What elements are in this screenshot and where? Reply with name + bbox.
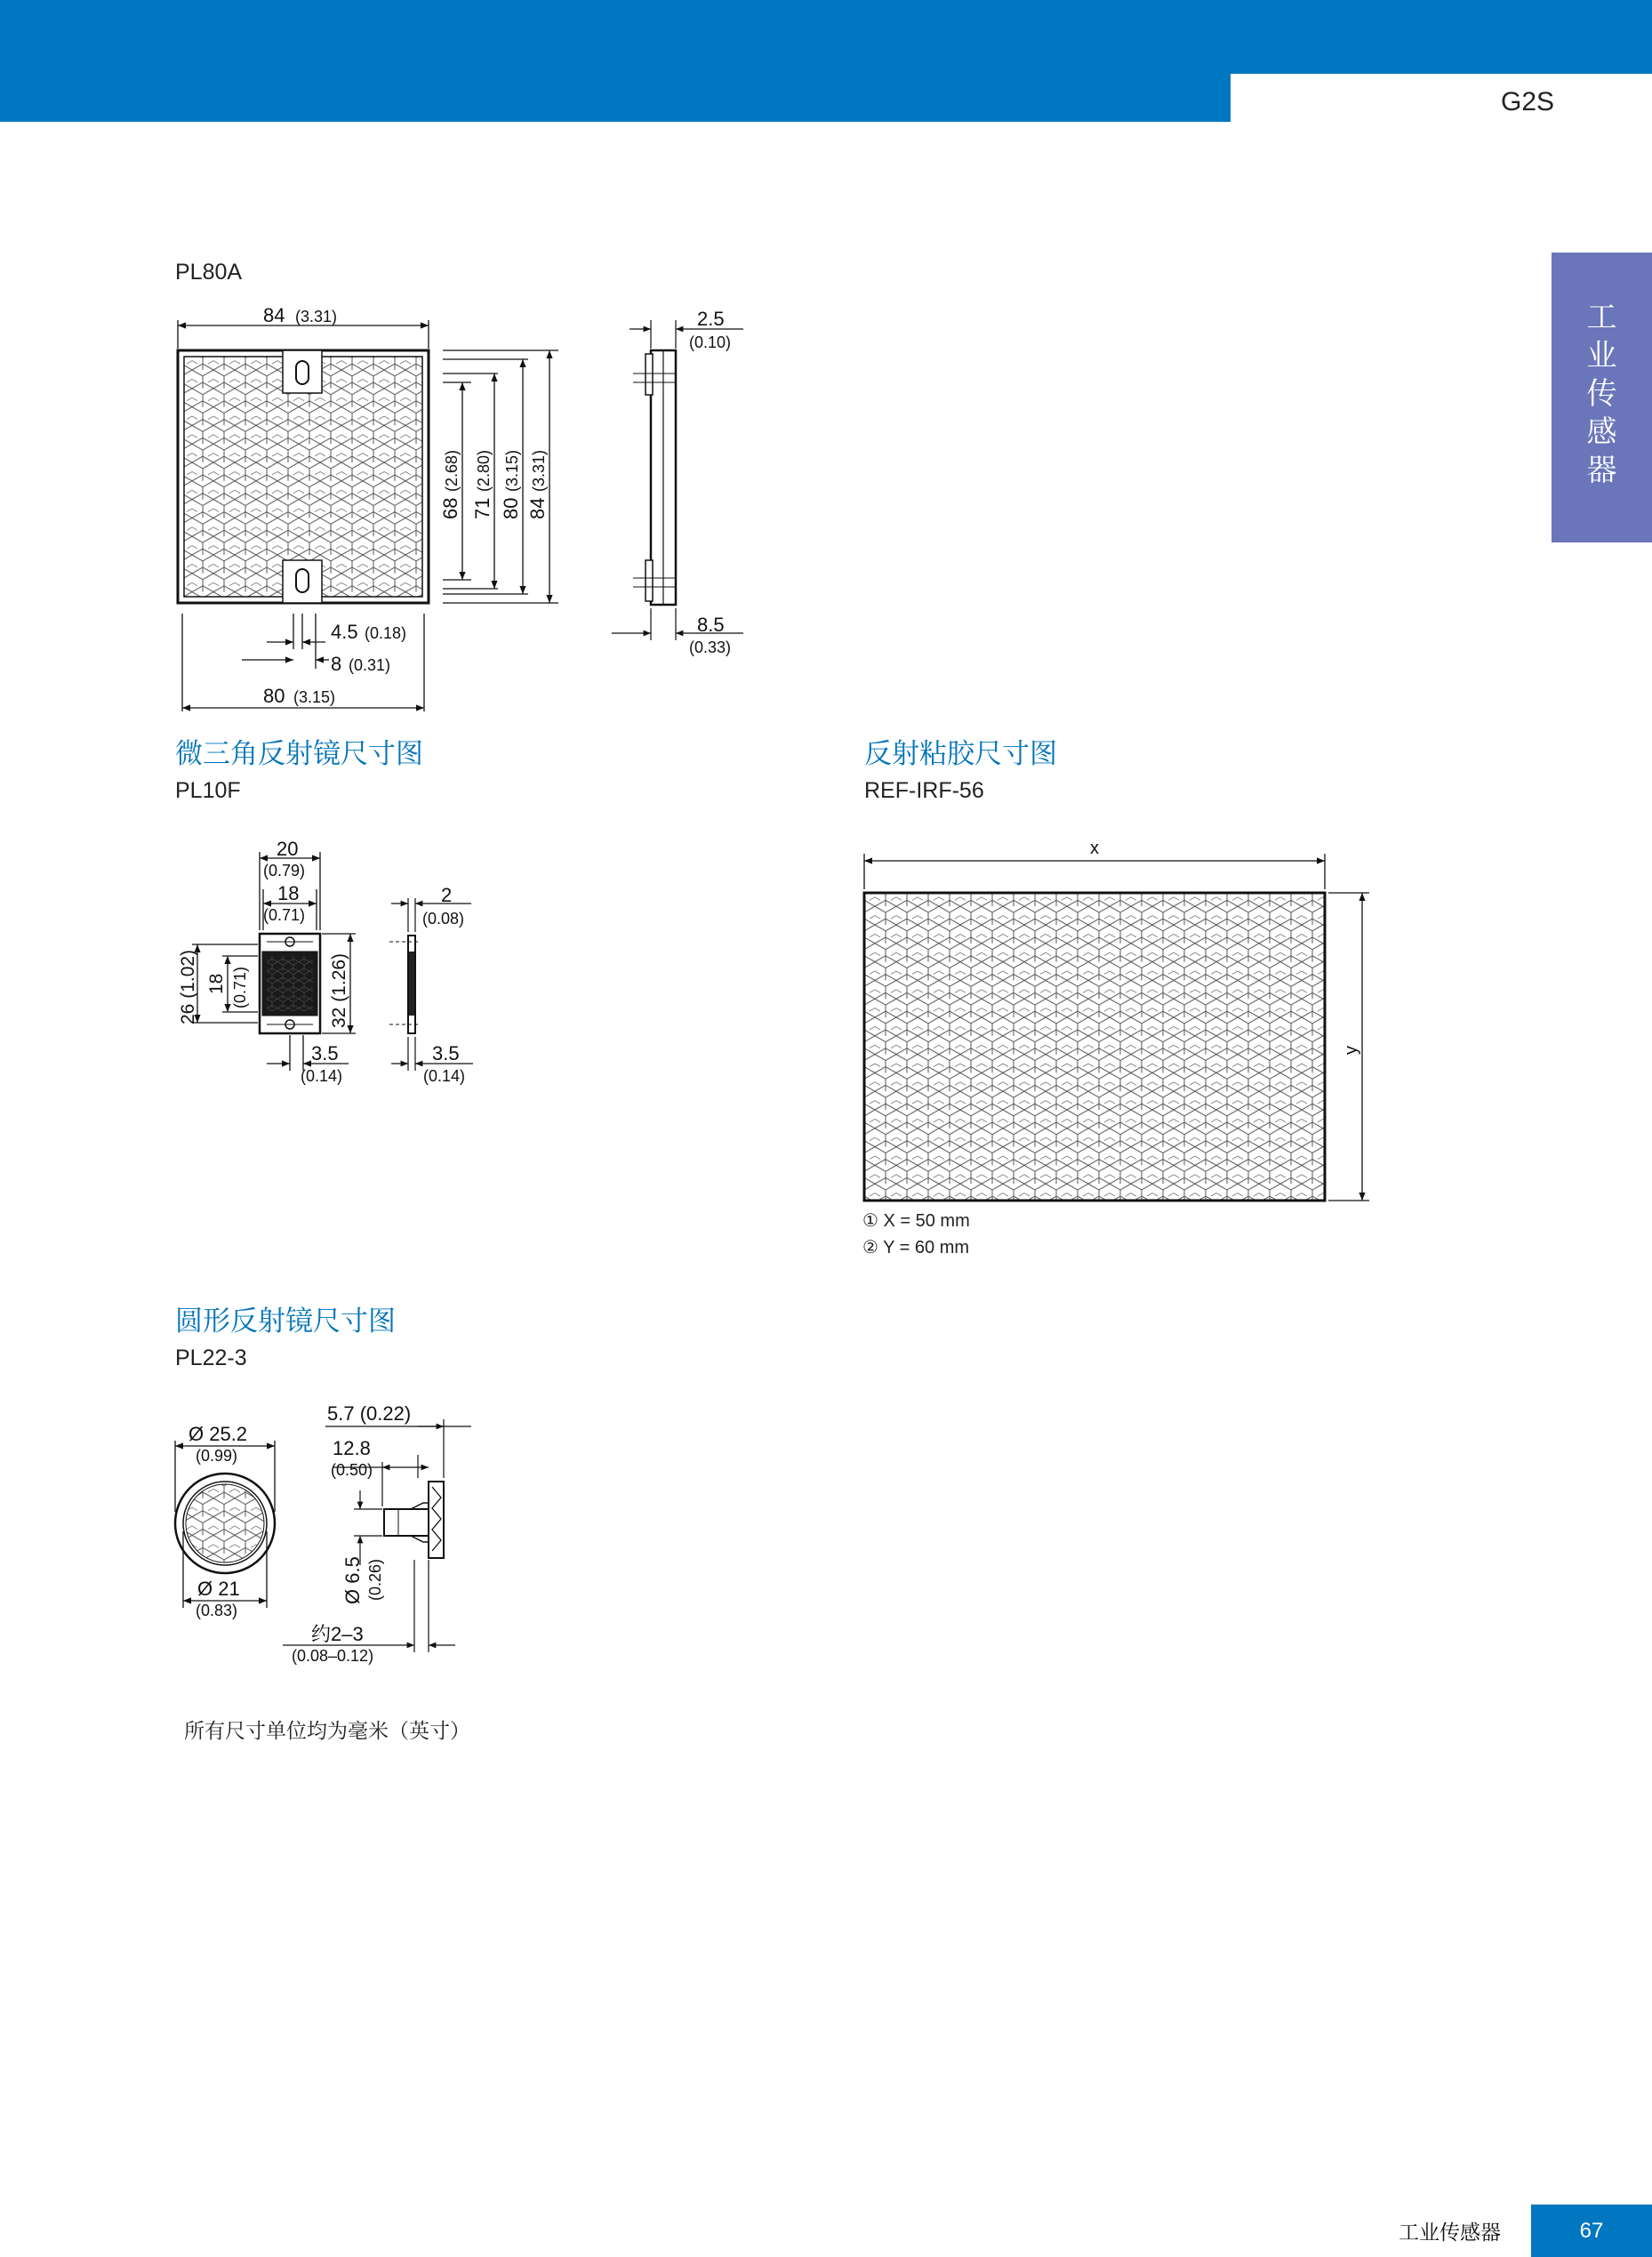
side-tab-char: 工 — [1586, 301, 1617, 334]
dim-text: (2.68) — [443, 449, 461, 492]
dim-text: Ø 21 — [197, 1578, 240, 1600]
dim-text: 18 — [206, 973, 227, 994]
dim-text: (0.50) — [331, 1461, 373, 1479]
dim-text: (0.08–0.12) — [292, 1647, 374, 1665]
dim-text: 71 — [471, 497, 493, 519]
dim-text: 68 — [439, 497, 461, 519]
pl80a-side-view — [612, 320, 743, 640]
dim-text: (0.83) — [196, 1602, 238, 1619]
dim-text: Ø 25.2 — [188, 1423, 248, 1445]
dim-text: (0.99) — [196, 1447, 238, 1465]
dim-text: (3.15) — [503, 449, 521, 492]
dim-text: 约2–3 — [311, 1623, 364, 1645]
pl10f-front-view — [260, 934, 320, 1033]
dim-text: 2.5 — [697, 308, 725, 330]
pl22-front-view — [175, 1474, 275, 1573]
dim-text: (3.31) — [295, 308, 338, 325]
ref-note-x: ① X = 50 mm — [862, 1211, 970, 1231]
dim-text: Ø 6.5 — [341, 1556, 364, 1604]
dim-text: (2.80) — [475, 449, 493, 492]
pl22-model: PL22-3 — [175, 1345, 247, 1370]
dim-text: 5.7 (0.22) — [327, 1402, 412, 1425]
dim-text: 20 — [277, 838, 299, 860]
pl22-side-view — [283, 1419, 471, 1652]
dim-text: (0.33) — [689, 639, 732, 656]
dim-text: (3.31) — [530, 449, 548, 492]
side-tab-char: 器 — [1586, 454, 1617, 487]
dim-text: 80 — [500, 497, 522, 519]
ref-heading: 反射粘胶尺寸图 — [864, 738, 1057, 769]
dim-text: 84 — [263, 304, 285, 326]
dim-text: (0.14) — [423, 1067, 466, 1085]
pl22-heading: 圆形反射镜尺寸图 — [175, 1305, 396, 1337]
dim-text: (0.26) — [366, 1558, 384, 1601]
dim-text: 2 — [441, 884, 453, 906]
dim-text: 8.5 — [697, 614, 725, 636]
dim-text: (0.71) — [231, 966, 249, 1008]
pl10f-model: PL10F — [175, 778, 241, 803]
dim-text: 32 (1.26) — [329, 952, 349, 1028]
dim-text: (0.71) — [263, 906, 306, 924]
dim-text: 80 — [263, 685, 285, 707]
dim-text: 18 — [277, 882, 300, 904]
dim-text: (0.14) — [301, 1067, 343, 1085]
side-tab-char: 业 — [1586, 339, 1617, 373]
side-tab-char: 传 — [1586, 377, 1617, 411]
dim-text: 4.5 — [331, 621, 358, 643]
dim-text: (0.79) — [263, 862, 306, 880]
side-tab-char: 感 — [1586, 415, 1617, 449]
dim-text: (0.08) — [422, 910, 465, 928]
pl80a-front-view — [178, 350, 429, 603]
dim-text: 8 — [331, 653, 342, 675]
footer-section-label: 工业传感器 — [1399, 2221, 1501, 2244]
pl80a-model: PL80A — [175, 260, 243, 285]
page-number: 67 — [1531, 2205, 1652, 2257]
ref-note-y: ② Y = 60 mm — [862, 1238, 970, 1257]
ref-model: REF-IRF-56 — [864, 778, 984, 803]
dim-text: 12.8 — [333, 1437, 371, 1459]
units-note: 所有尺寸单位均为毫米（英寸） — [184, 1719, 470, 1742]
ref-irf-56-sheet — [864, 893, 1325, 1201]
series-title: G2S — [1501, 87, 1555, 116]
dim-text: 84 — [526, 497, 549, 519]
dim-text: (0.18) — [365, 624, 407, 642]
dim-text: (0.31) — [349, 656, 391, 674]
dim-text: (0.10) — [689, 333, 732, 351]
dim-text: (3.15) — [293, 688, 336, 706]
pl10f-heading: 微三角反射镜尺寸图 — [175, 738, 423, 769]
dim-text: x — [1090, 839, 1099, 858]
dim-text: 26 (1.02) — [178, 949, 198, 1024]
dim-text: y — [1342, 1046, 1361, 1055]
dim-text: 3.5 — [311, 1042, 339, 1064]
dim-text: 3.5 — [432, 1042, 460, 1064]
